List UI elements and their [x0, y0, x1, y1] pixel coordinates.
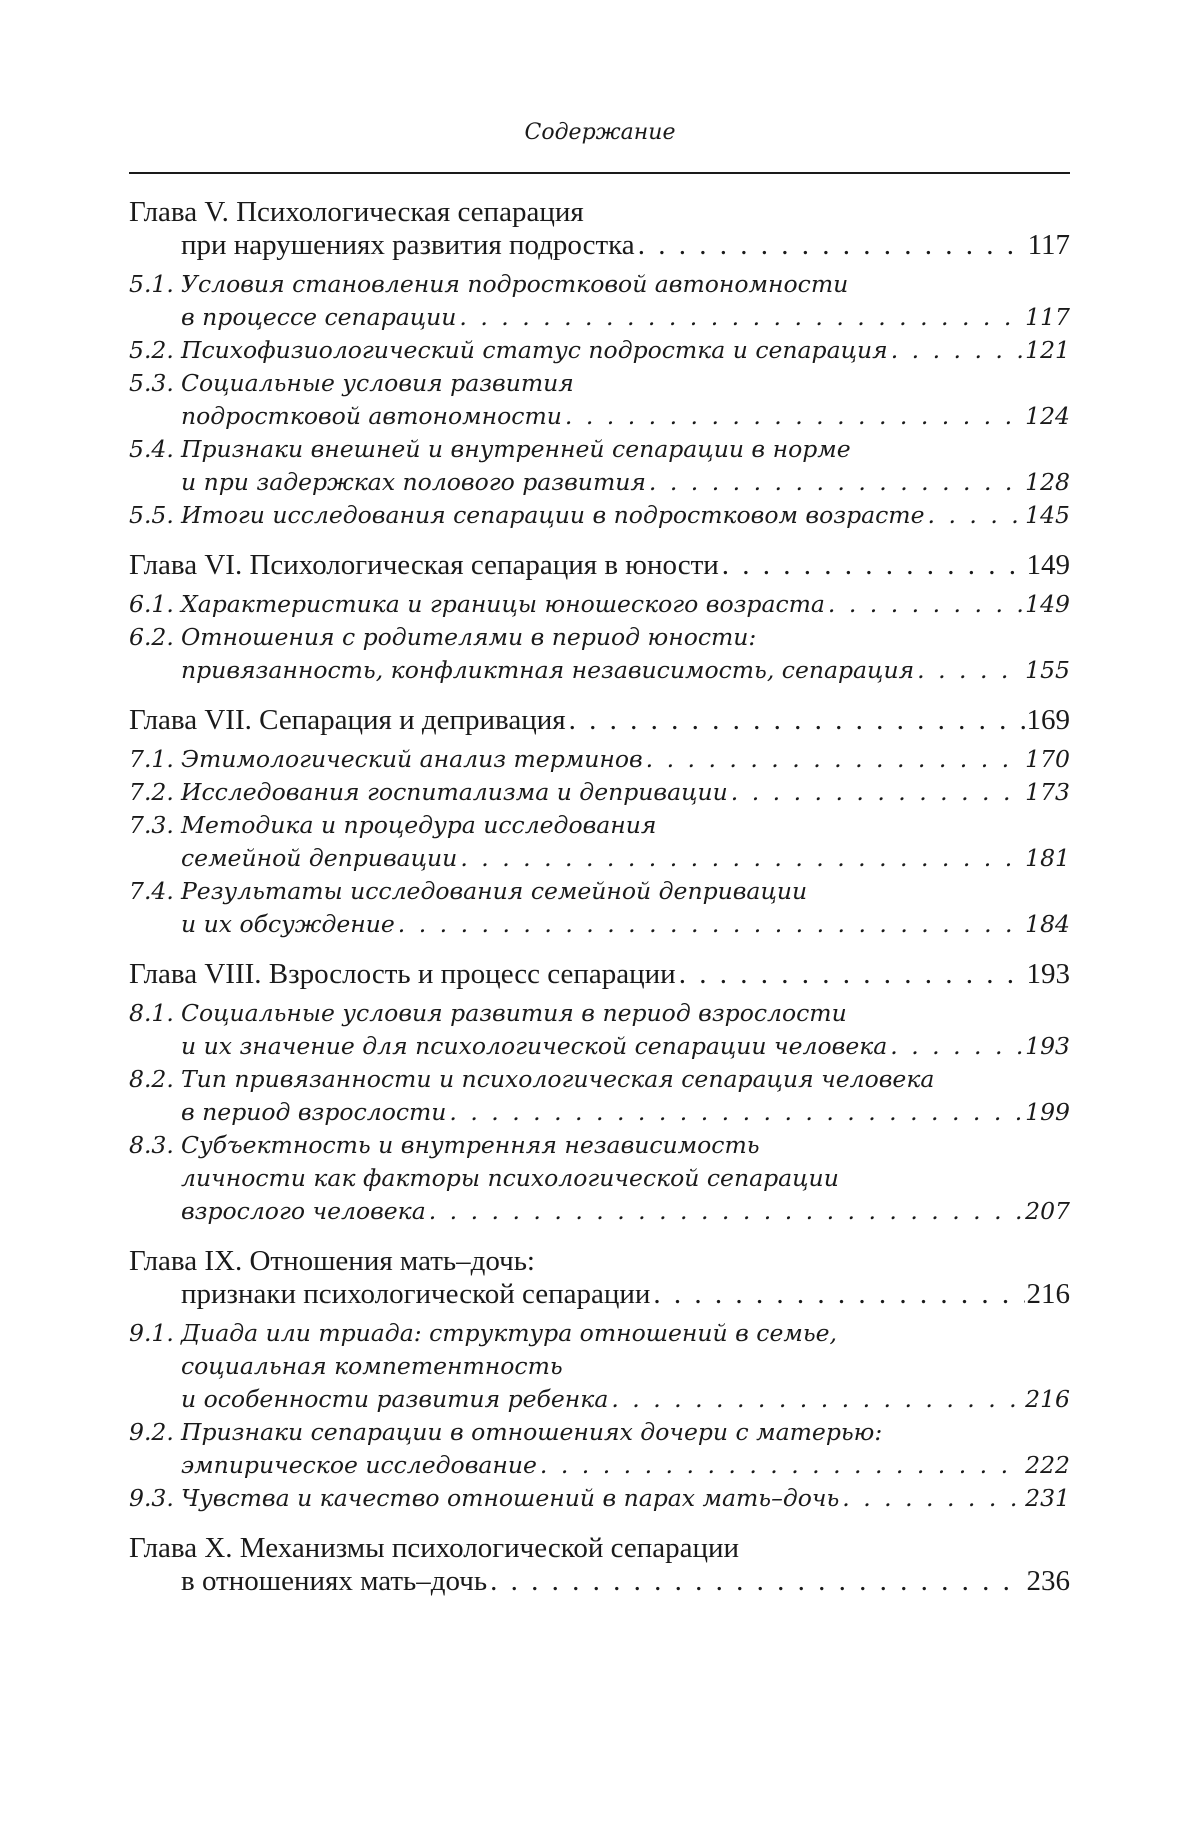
toc-entry-title: Глава X. Механизмы психологической сепарации	[129, 1532, 740, 1564]
leader-dots	[928, 499, 1024, 532]
toc-entry-title: Чувства и качество отношений в парах мать–дочь	[181, 1484, 840, 1512]
leader-dots	[731, 776, 1023, 809]
leader-dots	[460, 842, 1023, 875]
section-number: 5.5.	[129, 501, 174, 529]
toc-entry-title: эмпирическое исследование	[181, 1451, 537, 1479]
toc-entry-title: Признаки внешней и внутренней сепарации в норме	[181, 435, 851, 463]
toc-chapter-5[interactable]	[129, 196, 1070, 262]
toc-entry-title: социальная компетентность	[181, 1352, 563, 1380]
page-number: 216	[1026, 1278, 1070, 1310]
section-number: 8.2.	[129, 1065, 174, 1093]
toc-entry-title: в отношениях мать–дочь	[181, 1565, 488, 1597]
section-number: 5.4.	[129, 435, 174, 463]
toc-entry-title: Субъектность и внутренняя независимость	[181, 1131, 760, 1159]
leader-dots	[890, 1030, 1023, 1063]
page-number: 170	[1025, 745, 1070, 773]
page-number: 117	[1027, 229, 1070, 261]
section-number: 9.2.	[129, 1418, 174, 1446]
toc-section-9-2[interactable]	[129, 1416, 1070, 1482]
page-number: 169	[1026, 704, 1070, 736]
toc-entry-title: Глава VI. Психологическая сепарация в юности	[129, 549, 719, 581]
toc-entry-title: семейной депривации	[181, 844, 458, 872]
toc-entry-title: Глава VII. Сепарация и депривация	[129, 704, 566, 736]
leader-dots	[842, 1482, 1023, 1515]
leader-dots	[490, 1565, 1024, 1598]
toc-section-6-1[interactable]	[129, 588, 1070, 621]
toc-entry-title: Глава V. Психологическая сепарация	[129, 196, 584, 228]
toc-chapter-7[interactable]	[129, 704, 1070, 737]
section-number: 5.1.	[129, 270, 174, 298]
page-number: 117	[1025, 303, 1070, 331]
toc-entry-title: Результаты исследования семейной депривации	[181, 877, 808, 905]
table-of-contents	[129, 196, 1070, 1598]
toc-entry-title: и при задержках полового развития	[181, 468, 646, 496]
leader-dots	[449, 1096, 1023, 1129]
leader-dots	[459, 301, 1023, 334]
toc-section-6-2[interactable]	[129, 621, 1070, 687]
page-number: 222	[1025, 1451, 1070, 1479]
toc-entry-title: привязанность, конфликтная независимость, сепарация	[181, 656, 915, 684]
page-number: 155	[1025, 656, 1070, 684]
toc-entry-title: в процессе сепарации	[181, 303, 457, 331]
leader-dots	[565, 400, 1023, 433]
leader-dots	[722, 549, 1025, 582]
toc-entry-title: Исследования госпитализма и депривации	[181, 778, 728, 806]
leader-dots	[649, 466, 1023, 499]
page-number: 207	[1025, 1197, 1070, 1225]
toc-section-9-3[interactable]	[129, 1482, 1070, 1515]
toc-section-8-3[interactable]	[129, 1129, 1070, 1228]
toc-entry-title: Социальные условия развития	[181, 369, 574, 397]
leader-dots	[653, 1278, 1024, 1311]
toc-entry-title: и их значение для психологической сепарации человека	[181, 1032, 888, 1060]
page-number: 216	[1025, 1385, 1070, 1413]
section-number: 8.3.	[129, 1131, 174, 1159]
toc-entry-title: Итоги исследования сепарации в подростковом возрасте	[181, 501, 925, 529]
toc-entry-title: Условия становления подростковой автономности	[181, 270, 849, 298]
running-head: Содержание	[524, 120, 676, 145]
page-number: 121	[1025, 336, 1070, 364]
toc-entry-title: и их обсуждение	[181, 910, 395, 938]
toc-entry-title: признаки психологической сепарации	[181, 1278, 651, 1310]
page-number: 173	[1025, 778, 1070, 806]
toc-section-8-2[interactable]	[129, 1063, 1070, 1129]
toc-entry-title: подростковой автономности	[181, 402, 562, 430]
toc-section-7-4[interactable]	[129, 875, 1070, 941]
toc-entry-title: Глава IX. Отношения мать–дочь:	[129, 1245, 535, 1277]
toc-section-5-1[interactable]	[129, 268, 1070, 334]
leader-dots	[611, 1383, 1023, 1416]
toc-entry-title: Характеристика и границы юношеского возраста	[181, 590, 825, 618]
page-number: 149	[1025, 590, 1070, 618]
page-number: 128	[1025, 468, 1070, 496]
page-number: 149	[1026, 549, 1070, 581]
section-number: 7.2.	[129, 778, 174, 806]
leader-dots	[569, 704, 1025, 737]
page-number: 181	[1025, 844, 1070, 872]
leader-dots	[638, 229, 1026, 262]
toc-section-5-2[interactable]	[129, 334, 1070, 367]
toc-chapter-8[interactable]	[129, 958, 1070, 991]
toc-section-5-4[interactable]	[129, 433, 1070, 499]
toc-entry-title: в период взрослости	[181, 1098, 447, 1126]
page-number: 145	[1025, 501, 1070, 529]
toc-entry-title: Отношения с родителями в период юности:	[181, 623, 757, 651]
page-number: 184	[1025, 910, 1070, 938]
toc-section-8-1[interactable]	[129, 997, 1070, 1063]
toc-section-9-1[interactable]	[129, 1317, 1070, 1416]
leader-dots	[828, 588, 1023, 621]
toc-entry-title: Методика и процедура исследования	[181, 811, 657, 839]
section-number: 6.2.	[129, 623, 174, 651]
leader-dots	[540, 1449, 1023, 1482]
page-number: 236	[1026, 1565, 1070, 1597]
section-number: 7.1.	[129, 745, 174, 773]
toc-entry-title: Глава VIII. Взрослость и процесс сепарации	[129, 958, 676, 990]
toc-section-7-3[interactable]	[129, 809, 1070, 875]
leader-dots	[917, 654, 1023, 687]
toc-entry-title: Психофизиологический статус подростка и сепарация	[181, 336, 888, 364]
toc-entry-title: Диада или триада: структура отношений в семье,	[181, 1319, 838, 1347]
toc-section-7-1[interactable]	[129, 743, 1070, 776]
toc-section-5-5[interactable]	[129, 499, 1070, 532]
toc-entry-title: Этимологический анализ терминов	[181, 745, 643, 773]
toc-chapter-6[interactable]	[129, 549, 1070, 582]
toc-entry-title: личности как факторы психологической сепарации	[181, 1164, 839, 1192]
section-number: 7.3.	[129, 811, 174, 839]
header-rule	[129, 172, 1070, 174]
toc-entry-title: Тип привязанности и психологическая сепарация человека	[181, 1065, 935, 1093]
page-number: 193	[1025, 1032, 1070, 1060]
leader-dots	[429, 1195, 1023, 1228]
section-number: 5.3.	[129, 369, 174, 397]
section-number: 6.1.	[129, 590, 174, 618]
toc-entry-title: при нарушениях развития подростка	[181, 229, 635, 261]
toc-chapter-9[interactable]	[129, 1245, 1070, 1311]
page-number: 231	[1025, 1484, 1070, 1512]
leader-dots	[679, 958, 1025, 991]
leader-dots	[398, 908, 1023, 941]
toc-section-7-2[interactable]	[129, 776, 1070, 809]
toc-section-5-3[interactable]	[129, 367, 1070, 433]
section-number: 5.2.	[129, 336, 174, 364]
page-number: 199	[1025, 1098, 1070, 1126]
toc-chapter-10[interactable]	[129, 1532, 1070, 1598]
leader-dots	[891, 334, 1023, 367]
section-number: 9.1.	[129, 1319, 174, 1347]
toc-entry-title: и особенности развития ребенка	[181, 1385, 609, 1413]
section-number: 9.3.	[129, 1484, 174, 1512]
page-number: 124	[1025, 402, 1070, 430]
toc-entry-title: Признаки сепарации в отношениях дочери с матерью:	[181, 1418, 883, 1446]
page-number: 193	[1026, 958, 1070, 990]
section-number: 8.1.	[129, 999, 174, 1027]
leader-dots	[646, 743, 1023, 776]
toc-entry-title: взрослого человека	[181, 1197, 426, 1225]
toc-entry-title: Социальные условия развития в период взрослости	[181, 999, 847, 1027]
section-number: 7.4.	[129, 877, 174, 905]
